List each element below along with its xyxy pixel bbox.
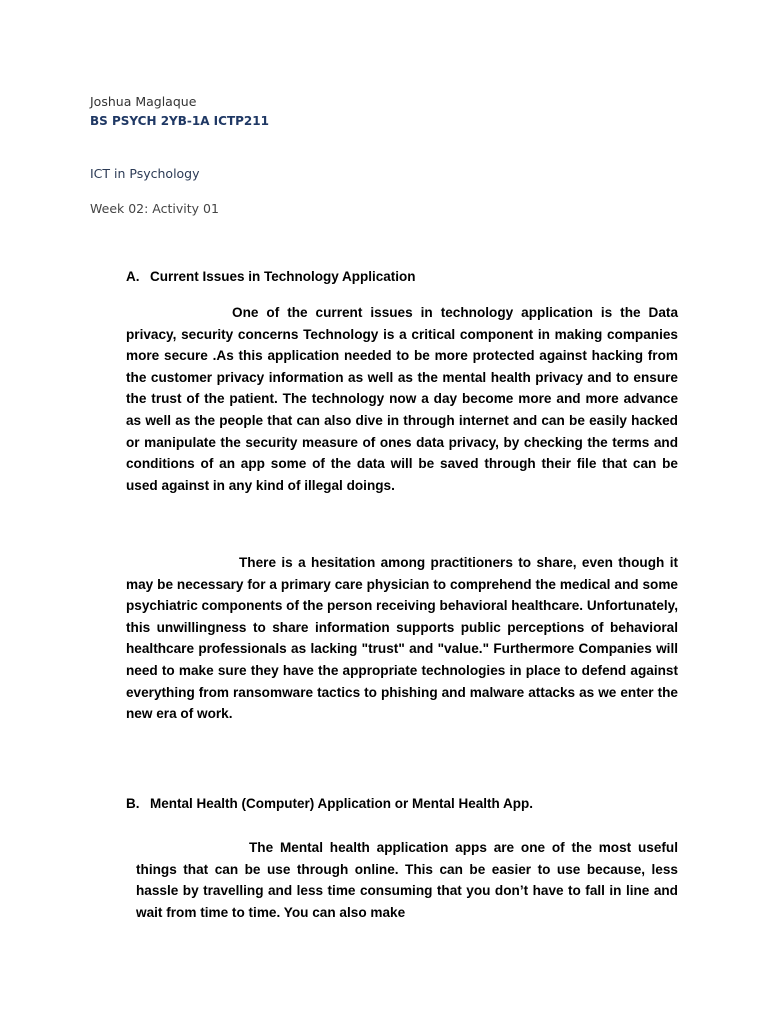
section-a-letter: A. (126, 269, 140, 284)
section-a-title: Current Issues in Technology Application (150, 269, 416, 284)
section-b-heading (126, 796, 533, 811)
author-name: Joshua Maglaque (90, 94, 197, 109)
section-b-title: Mental Health (Computer) Application or Mental Health App. (150, 796, 534, 811)
section-a-heading (126, 269, 416, 284)
section-a-paragraph-1: One of the current issues in technology application is the Data privacy, security concerns Technology is a critical component in making companies more secure .As this application needed to be more protected against hacking from the customer privacy information as well as the mental health privacy and to ensure the trust of the patient. The technology now a day become more and more advance as well as the people that can also dive in through internet and can be easily hacked or manipulate the security measure of ones data privacy, by checking the terms and conditions of an app some of the data will be saved through their file that can be used against in any kind of illegal doings. (126, 305, 678, 493)
subject-title: ICT in Psychology (90, 166, 200, 181)
section-b-paragraph-1: The Mental health application apps are one of the most useful things that can be use through online. This can be easier to use because, less hassle by travelling and less time consuming that you don’t have to fall in line and wait from time to time. You can also make (136, 840, 678, 920)
activity-label: Week 02: Activity 01 (90, 201, 219, 216)
section-a-paragraph-2: There is a hesitation among practitioners to share, even though it may be necessary for a primary care physician to comprehend the medical and some psychiatric components of the person receiving behavioral healthcare. Unfortunately, this unwillingness to share information supports public perceptions of behavioral healthcare professionals as lacking "trust" and "value." Furthermore Companies will need to make sure they have the appropriate technologies in place to defend against everything from ransomware tactics to phishing and malware attacks as we enter the new era of work. (126, 555, 678, 722)
course-code: BS PSYCH 2YB-1A ICTP211 (90, 114, 269, 128)
section-b-letter: B. (126, 796, 140, 811)
